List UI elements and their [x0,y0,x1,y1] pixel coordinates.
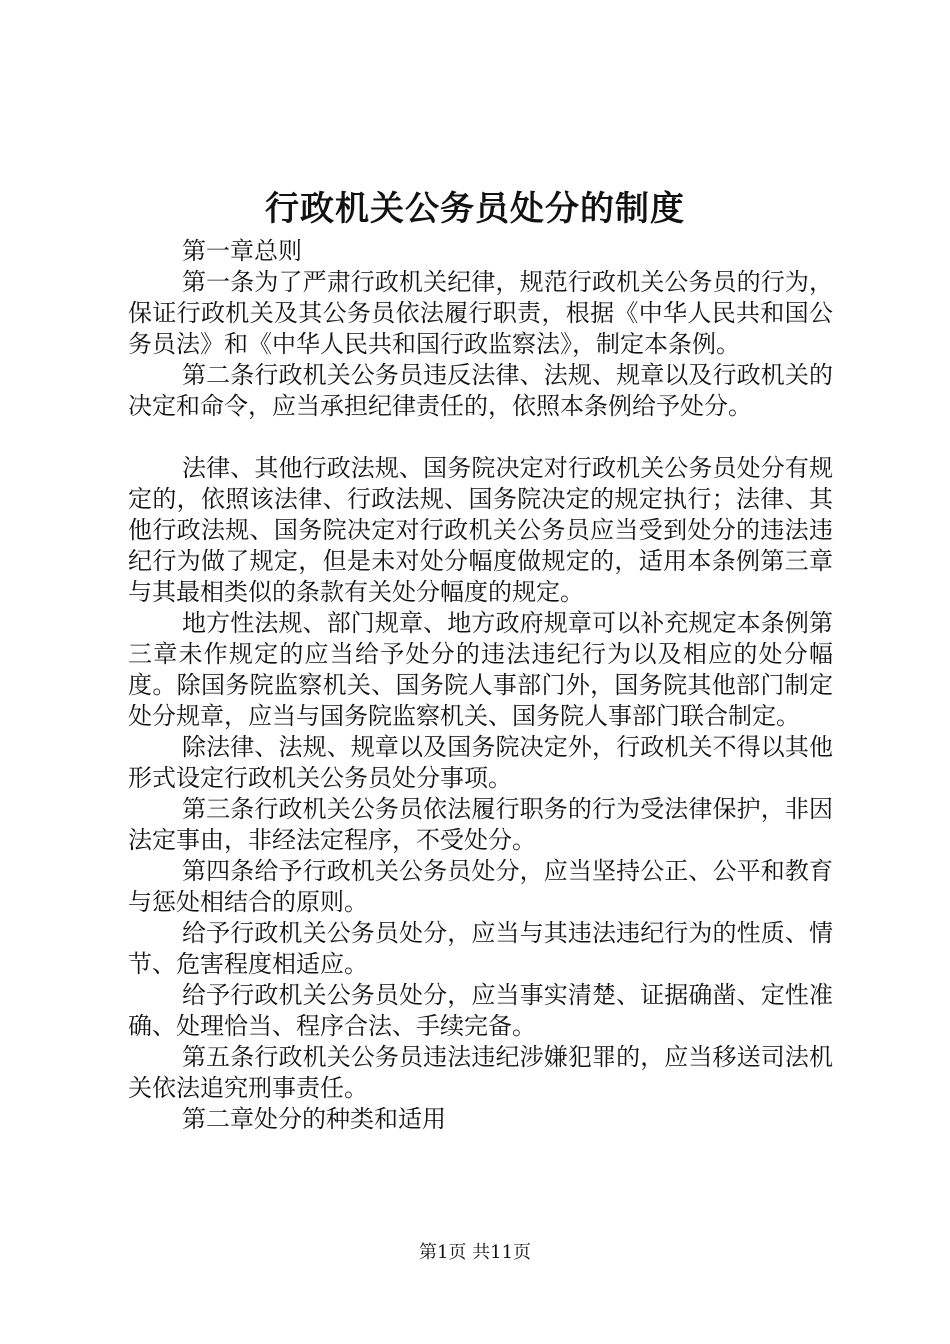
document-title: 行政机关公务员处分的制度 [265,189,685,229]
article-paragraph: 第二条行政机关公务员违反法律、法规、规章以及行政机关的决定和命令，应当承担纪律责任的，依照本条例给予处分。 [128,361,833,420]
chapter-heading: 第二章处分的种类和适用 [182,1105,446,1133]
paragraph-gap [128,422,833,453]
article-paragraph: 给予行政机关公务员处分，应当与其违法违纪行为的性质、情节、危害程度相适应。 [128,919,833,978]
article-paragraph: 第五条行政机关公务员违法违纪涉嫌犯罪的，应当移送司法机关依法追究刑事责任。 [128,1043,833,1102]
article-paragraph: 给予行政机关公务员处分，应当事实清楚、证据确凿、定性准确、处理恰当、程序合法、手续完备。 [128,981,833,1040]
article-paragraph: 第一条为了严肃行政机关纪律，规范行政机关公务员的行为，保证行政机关及其公务员依法履行职责，根据《中华人民共和国公务员法》和《中华人民共和国行政监察法》，制定本条例。 [128,268,833,358]
article-paragraph: 除法律、法规、规章以及国务院决定外，行政机关不得以其他形式设定行政机关公务员处分事项。 [128,733,833,792]
article-paragraph: 法律、其他行政法规、国务院决定对行政机关公务员处分有规定的，依照该法律、行政法规、国务院决定的规定执行；法律、其他行政法规、国务院决定对行政机关公务员应当受到处分的违法违纪行为做了规定，但是未对处分幅度做规定的，适用本条例第三章与其最相类似的条款有关处分幅度的规定。 [128,454,833,606]
page-number-footer: 第1页 共11页 [418,1242,532,1263]
article-paragraph: 地方性法规、部门规章、地方政府规章可以补充规定本条例第三章未作规定的应当给予处分的违法违纪行为以及相应的处分幅度。除国务院监察机关、国务院人事部门外，国务院其他部门制定处分规章，应当与国务院监察机关、国务院人事部门联合制定。 [128,609,833,730]
article-paragraph: 第三条行政机关公务员依法履行职务的行为受法律保护，非因法定事由，非经法定程序，不受处分。 [128,795,833,854]
document-body [128,236,833,1135]
article-paragraph: 第四条给予行政机关公务员处分，应当坚持公正、公平和教育与惩处相结合的原则。 [128,857,833,916]
chapter-heading: 第一章总则 [182,237,302,265]
